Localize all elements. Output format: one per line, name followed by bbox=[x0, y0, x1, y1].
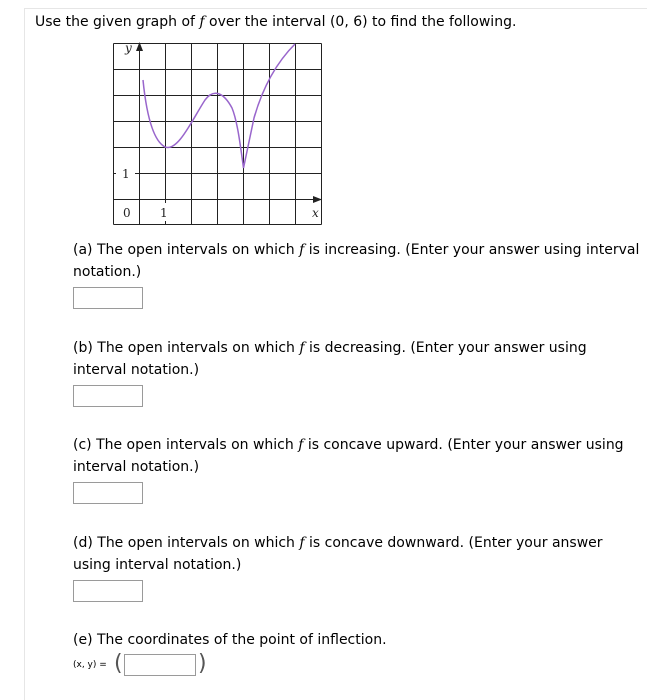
xy-label: (x, y) = bbox=[73, 660, 107, 670]
y-axis-label: y bbox=[125, 41, 132, 55]
question-b: (b) The open intervals on which f is decreasing. (Enter your answer using interval notation.) bbox=[73, 340, 587, 378]
question-a: (a) The open intervals on which f is increasing. (Enter your answer using interval notation.) bbox=[73, 242, 640, 280]
left-paren: ( bbox=[114, 651, 123, 676]
function-graph bbox=[0, 0, 647, 240]
origin-label: 0 bbox=[123, 206, 131, 220]
answer-b-input[interactable] bbox=[73, 385, 143, 407]
y-tick-label: 1 bbox=[122, 167, 130, 181]
answer-a-input[interactable] bbox=[73, 287, 143, 309]
right-paren: ) bbox=[198, 651, 207, 676]
question-e: (e) The coordinates of the point of inflection. bbox=[73, 632, 387, 648]
answer-d-input[interactable] bbox=[73, 580, 143, 602]
inflection-point-input[interactable] bbox=[124, 654, 196, 676]
question-c: (c) The open intervals on which f is concave upward. (Enter your answer using interval notation.) bbox=[73, 437, 624, 475]
x-axis-label: x bbox=[312, 206, 319, 220]
graph-grid bbox=[114, 44, 322, 225]
x-axis-arrow bbox=[313, 196, 322, 203]
question-d: (d) The open intervals on which f is concave downward. (Enter your answer using interval notation.) bbox=[73, 535, 603, 573]
x-tick-label: 1 bbox=[160, 206, 168, 220]
answer-c-input[interactable] bbox=[73, 482, 143, 504]
problem-prompt: Use the given graph of f over the interval (0, 6) to find the following. bbox=[35, 14, 517, 30]
